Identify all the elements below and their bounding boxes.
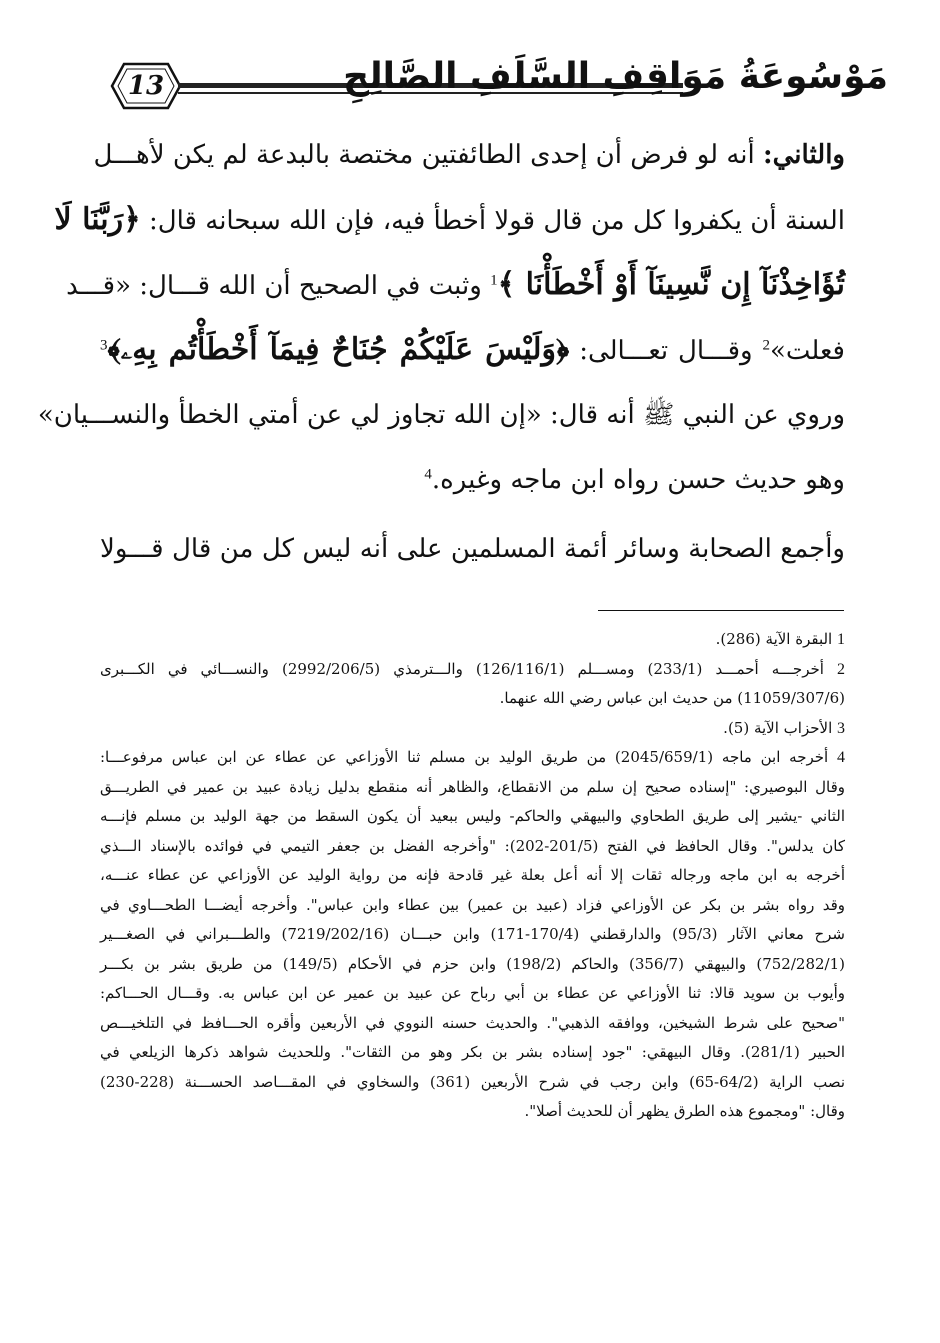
footnote-text: "صحيح على شرط الشيخين، ووافقه الذهبي". والحديث حسنه النووي في الأربعين وأقره الحـــافظ في التلخيـــص (100, 1013, 845, 1032)
footnote-ref: 1 (490, 272, 498, 289)
text-segment: أنه لو فرض أن إحدى الطائفتين مختصة بالبدعة لم يكن لأهـــل (93, 140, 764, 170)
footnote-text: وقال البوصيري: "إسناده صحيح إن سلم من الانقطاع، والظاهر أنه منقطع بدليل زيادة عبيد بن عمير في الطريـــق (100, 777, 845, 796)
text-segment: وثبت في الصحيح أن الله قـــال: «قـــد (66, 271, 491, 301)
footnote-text: الثاني -يشير إلى طريق الطحاوي والبيهقي والحاكم- وليس ببعيد أن يكون السقط من جهة الوليد بن مسلم فإنـــه (100, 807, 845, 825)
text-line (100, 519, 845, 584)
footnote-line (100, 1068, 845, 1098)
footnote-text: شرح معاني الآثار (95/3) والدارقطني (170/4-171) وابن حبـــان (7219/202/16) والطـــبراني في الصغـــير (100, 925, 845, 943)
footnote-text: البقرة الآية (286). (715, 630, 837, 648)
footnote-text: وقال: "ومجموع هذه الطرق يظهر أن للحديث أصلا". (524, 1102, 845, 1120)
footnote-text: نصب الراية (64/2-65) وابن رجب في شرح الأربعين (361) والسخاوي في المقـــاصد الحســـنة (228-230) (100, 1072, 845, 1091)
text-segment: وقـــال تعـــالى: (569, 336, 763, 366)
text-segment: وروي عن النبي ﷺ أنه قال: «إن الله تجاوز لي عن أمتي الخطأ والنســـيان» (37, 400, 845, 430)
page-header (100, 48, 888, 128)
footnote-ref: 4 (424, 466, 432, 483)
footnote-text: وقد رواه بشر بن بكر عن الأوزاعي فزاد (عبيد بن عمير) بين عطاء وابن عباس". وأخرجه أيضـــا الطحـــاوي في (100, 895, 845, 914)
footnotes (100, 625, 845, 1127)
quran-verse: ﴿وَلَيْسَ عَلَيْكُمْ جُنَاحٌ فِيمَآ أَخْطَأْتُم بِهِۦ﴾ (107, 332, 570, 367)
footnote-number: 1 (837, 631, 845, 648)
page-number: 13 (127, 71, 165, 101)
footnote-line (100, 743, 845, 773)
footnote-text: أخرجـــه أحمـــد (233/1) ومســـلم (126/116/1) والـــترمذي (2992/206/5) والنســـائي في الكـــبرى (100, 659, 837, 678)
footnote-line (100, 1038, 845, 1068)
footnote-text: أخرجه به ابن ماجه ورجاله ثقات إلا أنه أعل بعلة غير قادحة فإنه من رواية الوليد عن الأوزاعي عن عطاء عنـــه، (100, 866, 845, 884)
paragraph-lead: والثاني: (763, 140, 845, 170)
footnote-line (100, 1097, 845, 1127)
footnote-number: 4 (837, 749, 845, 766)
text-segment: وأجمع الصحابة وسائر أئمة المسلمين على أنه ليس كل من قال قـــولا (100, 534, 845, 564)
footnote-line (100, 920, 845, 950)
footnote-text: (11059/307/6) من حديث ابن عباس رضي الله عنهما. (499, 689, 845, 707)
footnote-line (100, 773, 845, 803)
footnote-text: وأيوب بن سويد قالا: ثنا الأوزاعي عن عطاء بن أبي رباح عن عبيد بن عمير عن ابن عباس به. وقـــال الحـــاكم: (100, 984, 845, 1002)
footnote-line (100, 1009, 845, 1039)
footnote-number: 2 (837, 660, 845, 678)
text-segment: فعلت» (769, 336, 845, 366)
footnote-text: (752/282/1) والبيهقي (356/7) والحاكم (198/2) وابن حزم في الأحكام (149/5) من طريق بشر بن بكـــر (100, 954, 845, 973)
footnote-text: أخرجه ابن ماجه (2045/659/1) من طريق الوليد بن مسلم ثنا الأوزاعي عن عطاء عن ابن عباس مرفوعـــا: (100, 748, 837, 766)
footnote-line (100, 625, 845, 655)
text-line (93, 125, 845, 190)
footnote-line (100, 684, 845, 714)
footnote-line (100, 714, 845, 744)
running-title: مَوْسُوعَةُ مَوَاقِفِ السَّلَفِ الصَّالِحِ (343, 56, 888, 97)
footnote-ref: 3 (100, 337, 108, 354)
footnote-ref: 2 (762, 337, 770, 354)
footnote-number: 3 (837, 719, 845, 737)
text-line (54, 190, 845, 255)
text-line (66, 255, 845, 320)
quran-verse: تُؤَاخِذْنَآ إِن نَّسِينَآ أَوْ أَخْطَأْنَا ﴾ (497, 267, 845, 302)
text-line (37, 385, 845, 450)
footnote-separator (598, 610, 844, 611)
text-line (100, 450, 845, 515)
footnote-text: كان يدلس". وقال الحافظ في الفتح (201/5-202): "وأخرجه الفضل بن جعفر التيمي في فوائده بالإسناد الـــذي (100, 836, 845, 855)
text-segment: السنة أن يكفروا كل من قال قولا أخطأ فيه، فإن الله سبحانه قال: (140, 206, 845, 236)
page-number-badge (110, 60, 182, 112)
footnote-line (100, 802, 845, 832)
footnote-text: الحبير (281/1). وقال البيهقي: "جود إسناده بشر بن بكر وهو من الثقات". وللحديث شواهد ذكرها الزيلعي في (100, 1043, 845, 1061)
text-segment: وهو حديث حسن رواه ابن ماجه وغيره. (431, 465, 845, 495)
quran-verse: ﴿رَبَّنَا لَا (54, 202, 141, 237)
footnote-line (100, 950, 845, 980)
footnote-text: الأحزاب الآية (5). (723, 718, 837, 737)
footnote-line (100, 655, 845, 685)
footnote-line (100, 979, 845, 1009)
footnote-line (100, 832, 845, 862)
footnote-line (100, 861, 845, 891)
main-text (37, 125, 845, 584)
footnote-line (100, 891, 845, 921)
text-line (100, 320, 845, 385)
